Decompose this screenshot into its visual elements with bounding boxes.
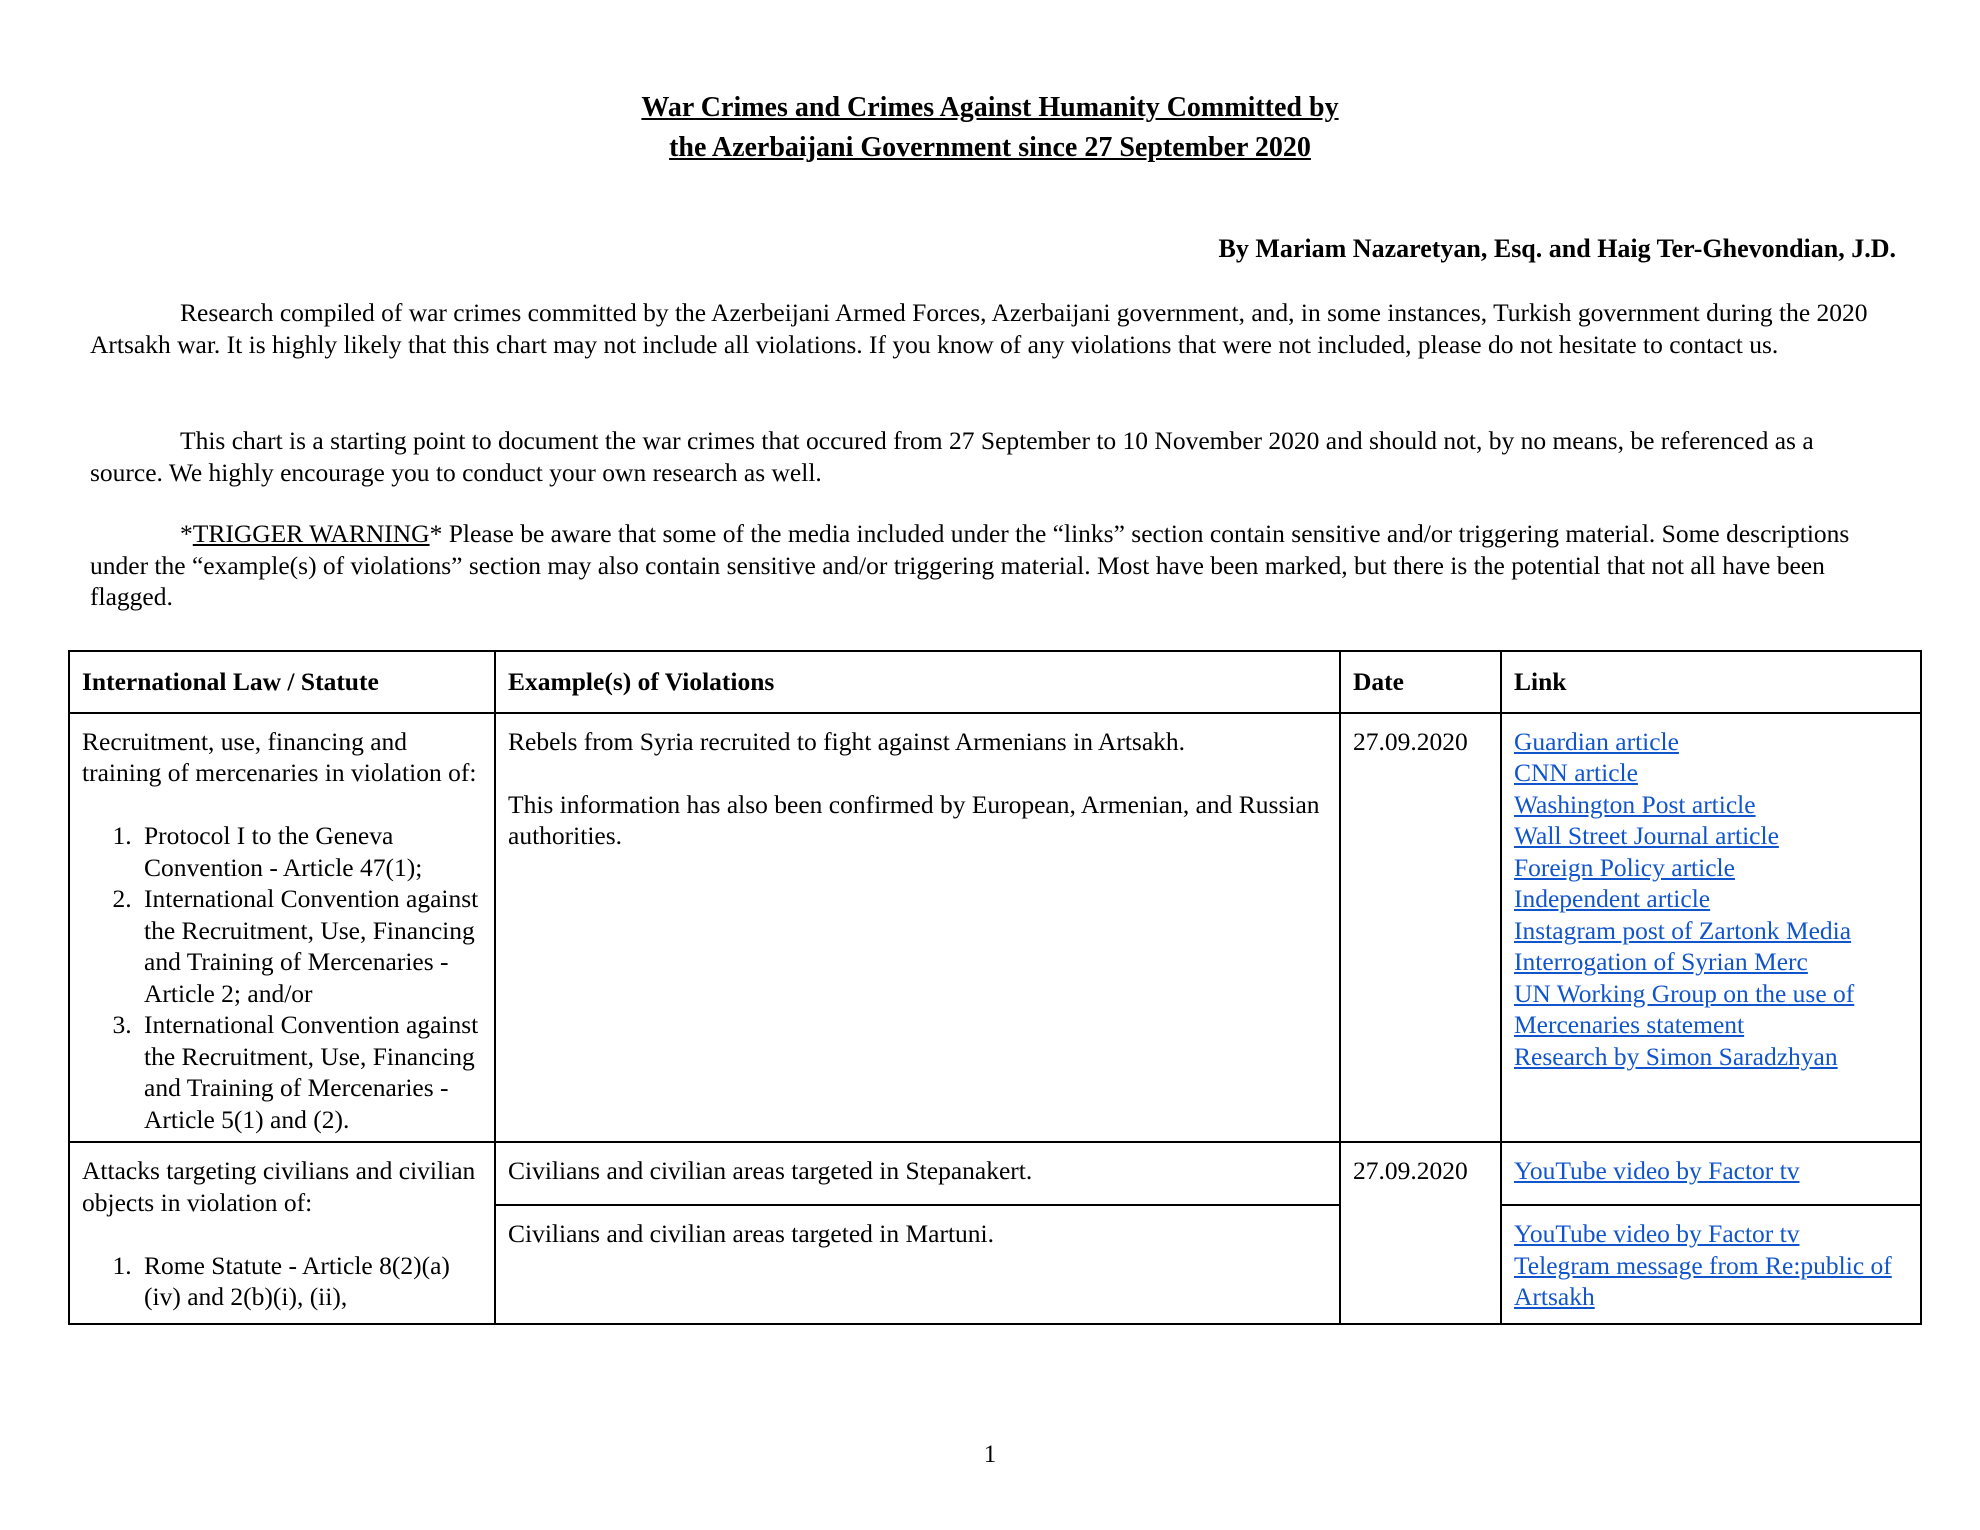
- link-youtube-factor-tv[interactable]: YouTube video by Factor tv: [1514, 1219, 1800, 1248]
- date-cell: 27.09.2020: [1340, 1142, 1501, 1324]
- law-list: [82, 1250, 482, 1313]
- law-cell: [69, 713, 495, 1143]
- link-foreign-policy[interactable]: Foreign Policy article: [1514, 852, 1735, 882]
- header-law: International Law / Statute: [69, 651, 495, 713]
- law-item: 2. International Convention against the Recruitment, Use, Financing and Training of Mercenaries - Article 2; and/or: [138, 883, 482, 1009]
- law-cell: [69, 1142, 495, 1324]
- example-text: This information has also been confirmed by European, Armenian, and Russian authorities.: [508, 789, 1320, 850]
- examples-cell: Civilians and civilian areas targeted in Martuni.: [495, 1205, 1340, 1324]
- table-row: [69, 713, 1921, 1143]
- trigger-prefix: *: [180, 519, 193, 548]
- link-interrogation-syrian-merc[interactable]: Interrogation of Syrian Merc: [1514, 947, 1808, 976]
- trigger-warning-text: * Please be aware that some of the media included under the “links” section contain sensitive and/or triggering material. Some descriptions under the “example(s) of violations” section may also contain sensitive and/or triggering material. Most have been marked, but there is the potential that not all have been flagged.: [90, 519, 1850, 611]
- title-line-2: the Azerbaijani Government since 27 September 2020: [669, 132, 1311, 163]
- links-cell: [1501, 713, 1921, 1143]
- law-list: [82, 820, 482, 1135]
- law-item: 1. Protocol I to the Geneva Convention - Article 47(1);: [138, 820, 482, 883]
- header-examples: Example(s) of Violations: [495, 651, 1340, 713]
- law-intro: Attacks targeting civilians and civilian objects in violation of:: [82, 1156, 476, 1217]
- law-item: 1. Rome Statute - Article 8(2)(a)(iv) and 2(b)(i), (ii),: [138, 1250, 482, 1313]
- link-independent[interactable]: Independent article: [1514, 884, 1711, 913]
- law-intro: Recruitment, use, financing and training of mercenaries in violation of:: [82, 726, 477, 787]
- table-row: [69, 1142, 1921, 1205]
- link-instagram-zartonk[interactable]: Instagram post of Zartonk Media: [1514, 915, 1852, 945]
- intro-paragraph-1: Research compiled of war crimes committed by the Azerbeijani Armed Forces, Azerbaijani government, and, in some instances, Turkish government during the 2020 Artsakh war. It is highly likely that this chart may not include all violations. If you know of any violations that were not included, please do not hesitate to contact us.: [90, 298, 1868, 359]
- link-guardian[interactable]: Guardian article: [1514, 726, 1679, 756]
- intro-paragraph-2: This chart is a starting point to document the war crimes that occured from 27 September to 10 November 2020 and should not, by no means, be referenced as a source. We highly encourage you to conduct your own research as well.: [90, 426, 1814, 487]
- violations-table: [68, 650, 1922, 1325]
- document-title: [0, 88, 1980, 168]
- examples-cell: Civilians and civilian areas targeted in Stepanakert.: [495, 1142, 1340, 1205]
- authors-line: By Mariam Nazaretyan, Esq. and Haig Ter-Ghevondian, J.D.: [1218, 234, 1896, 263]
- table-header-row: [69, 651, 1921, 713]
- trigger-warning-paragraph: [90, 518, 1890, 613]
- links-cell: [1501, 1205, 1921, 1324]
- title-line-1: War Crimes and Crimes Against Humanity Committed by: [641, 92, 1339, 123]
- header-link: Link: [1501, 651, 1921, 713]
- link-un-working-group[interactable]: UN Working Group on the use of Mercenaries statement: [1514, 978, 1855, 1039]
- trigger-warning-label: TRIGGER WARNING: [192, 519, 430, 548]
- page-number: 1: [983, 1441, 997, 1468]
- links-cell: [1501, 1142, 1921, 1205]
- link-research-saradzhyan[interactable]: Research by Simon Saradzhyan: [1514, 1041, 1838, 1071]
- link-cnn[interactable]: CNN article: [1514, 758, 1638, 787]
- link-wall-street-journal[interactable]: Wall Street Journal article: [1514, 821, 1779, 850]
- examples-cell: [495, 713, 1340, 1143]
- link-telegram-republic-artsakh[interactable]: Telegram message from Re:public of Artsakh: [1514, 1250, 1892, 1311]
- example-text: Rebels from Syria recruited to fight against Armenians in Artsakh.: [508, 726, 1186, 756]
- law-item: 3. International Convention against the Recruitment, Use, Financing and Training of Mercenaries - Article 5(1) and (2).: [138, 1009, 482, 1135]
- link-washington-post[interactable]: Washington Post article: [1514, 789, 1756, 819]
- date-cell: 27.09.2020: [1340, 713, 1501, 1143]
- header-date: Date: [1340, 651, 1501, 713]
- link-youtube-factor-tv[interactable]: YouTube video by Factor tv: [1514, 1156, 1800, 1185]
